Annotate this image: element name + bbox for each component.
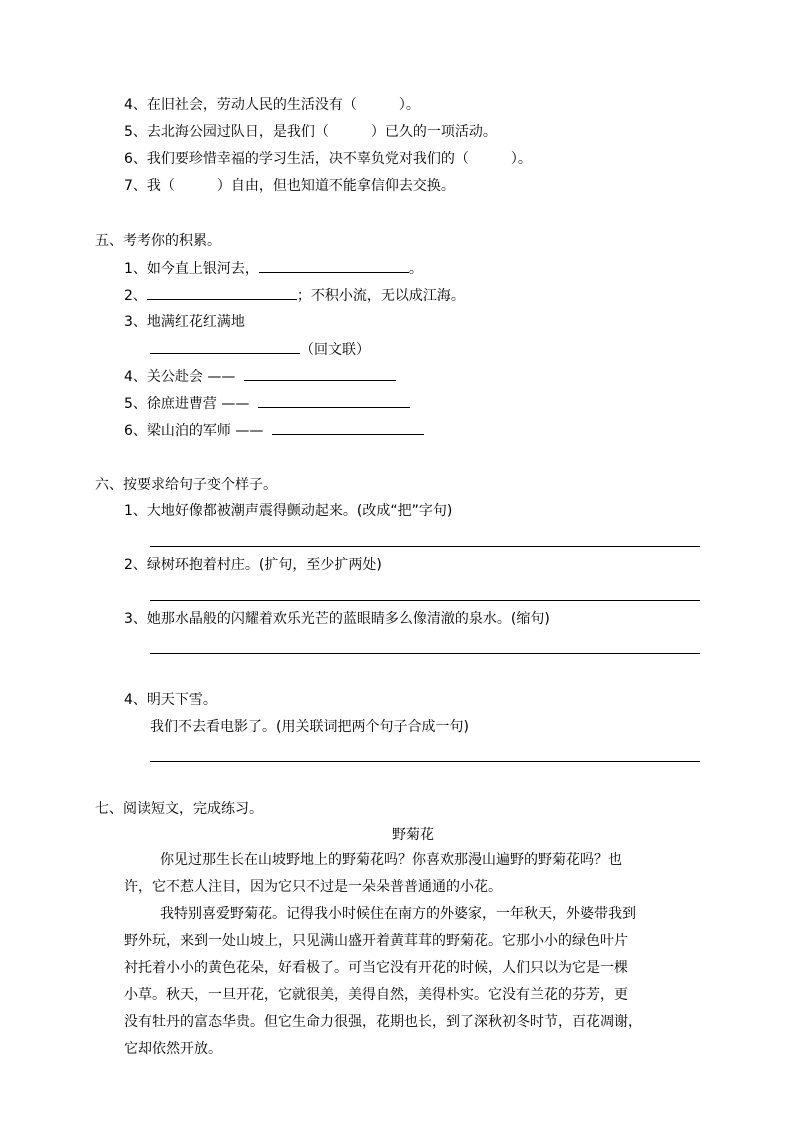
answer-line[interactable]	[150, 546, 700, 547]
item-1-prefix: 1、如今直上银河去，	[124, 261, 259, 277]
accumulation-item-2	[124, 285, 465, 305]
answer-blank[interactable]	[244, 366, 396, 381]
item-2-prefix: 2、	[124, 288, 147, 304]
item-1-suffix: 。	[408, 261, 423, 277]
passage-p2-line2: 野外玩，来到一处山坡上，只见满山盛开着黄茸茸的野菊花。它那小小的绿色叶片	[124, 933, 628, 949]
item-3-note: （回文联）	[300, 342, 370, 358]
item-5-label: 5、徐庶进曹营 ——	[124, 396, 250, 412]
passage-p2-line6: 它却依然开放。	[124, 1041, 222, 1057]
accumulation-item-3-answer	[150, 339, 370, 359]
accumulation-item-4	[124, 366, 396, 386]
section-5-heading: 五、考考你的积累。	[95, 233, 221, 249]
answer-blank[interactable]	[259, 258, 409, 273]
answer-blank[interactable]	[147, 285, 297, 300]
item-6-label: 6、梁山泊的军师 ——	[124, 423, 264, 439]
section-7-heading: 七、阅读短文，完成练习。	[95, 801, 263, 817]
rewrite-item-4-instruction: 我们不去看电影了。(用关联词把两个句子合成一句)	[150, 719, 469, 735]
accumulation-item-5	[124, 393, 410, 413]
fill-item-6: 6、我们要珍惜幸福的学习生活，决不辜负党对我们的（ ）。	[124, 151, 532, 167]
rewrite-item-1: 1、大地好像都被潮声震得颤动起来。(改成“把”字句)	[124, 503, 453, 519]
item-4-label: 4、关公赴会 ——	[124, 369, 236, 385]
rewrite-item-4: 4、明天下雪。	[124, 692, 217, 708]
passage-p2-line3: 衬托着小小的黄色花朵，好看极了。可当它没有开花的时候，人们只以为它是一棵	[124, 960, 628, 976]
answer-blank[interactable]	[272, 420, 424, 435]
rewrite-item-3: 3、她那水晶般的闪耀着欢乐光芒的蓝眼睛多么像清澈的泉水。(缩句)	[124, 611, 550, 627]
passage-p1-line1: 你见过那生长在山坡野地上的野菊花吗？你喜欢那漫山遍野的野菊花吗？也	[160, 852, 622, 868]
accumulation-item-6	[124, 420, 424, 440]
answer-line[interactable]	[150, 653, 700, 654]
rewrite-item-2: 2、绿树环抱着村庄。(扩句，至少扩两处)	[124, 557, 382, 573]
passage-p1-line2: 许，它不惹人注目，因为它只不过是一朵朵普普通通的小花。	[124, 879, 502, 895]
passage-p2-line5: 没有牡丹的富态华贵。但它生命力很强，花期也长，到了深秋初冬时节，百花凋谢，	[124, 1014, 642, 1030]
accumulation-item-3: 3、地满红花红满地	[124, 314, 245, 330]
answer-line[interactable]	[150, 761, 700, 762]
answer-blank[interactable]	[258, 393, 410, 408]
item-2-suffix: ；不积小流，无以成江海。	[296, 288, 465, 304]
passage-p2-line1: 我特别喜爱野菊花。记得我小时候住在南方的外婆家，一年秋天，外婆带我到	[160, 906, 636, 922]
fill-item-4: 4、在旧社会，劳动人民的生活没有（ ）。	[124, 97, 420, 113]
answer-blank[interactable]	[150, 339, 300, 354]
section-6-heading: 六、按要求给句子变个样子。	[95, 477, 277, 493]
passage-p2-line4: 小草。秋天，一旦开花，它就很美，美得自然，美得朴实。它没有兰花的芬芳，更	[124, 987, 628, 1003]
accumulation-item-1	[124, 258, 423, 278]
answer-line[interactable]	[150, 600, 700, 601]
fill-item-5: 5、去北海公园过队日，是我们（ ）已久的一项活动。	[124, 124, 497, 140]
fill-item-7: 7、我（ ）自由，但也知道不能拿信仰去交换。	[124, 178, 455, 194]
passage-title: 野菊花	[392, 827, 434, 843]
